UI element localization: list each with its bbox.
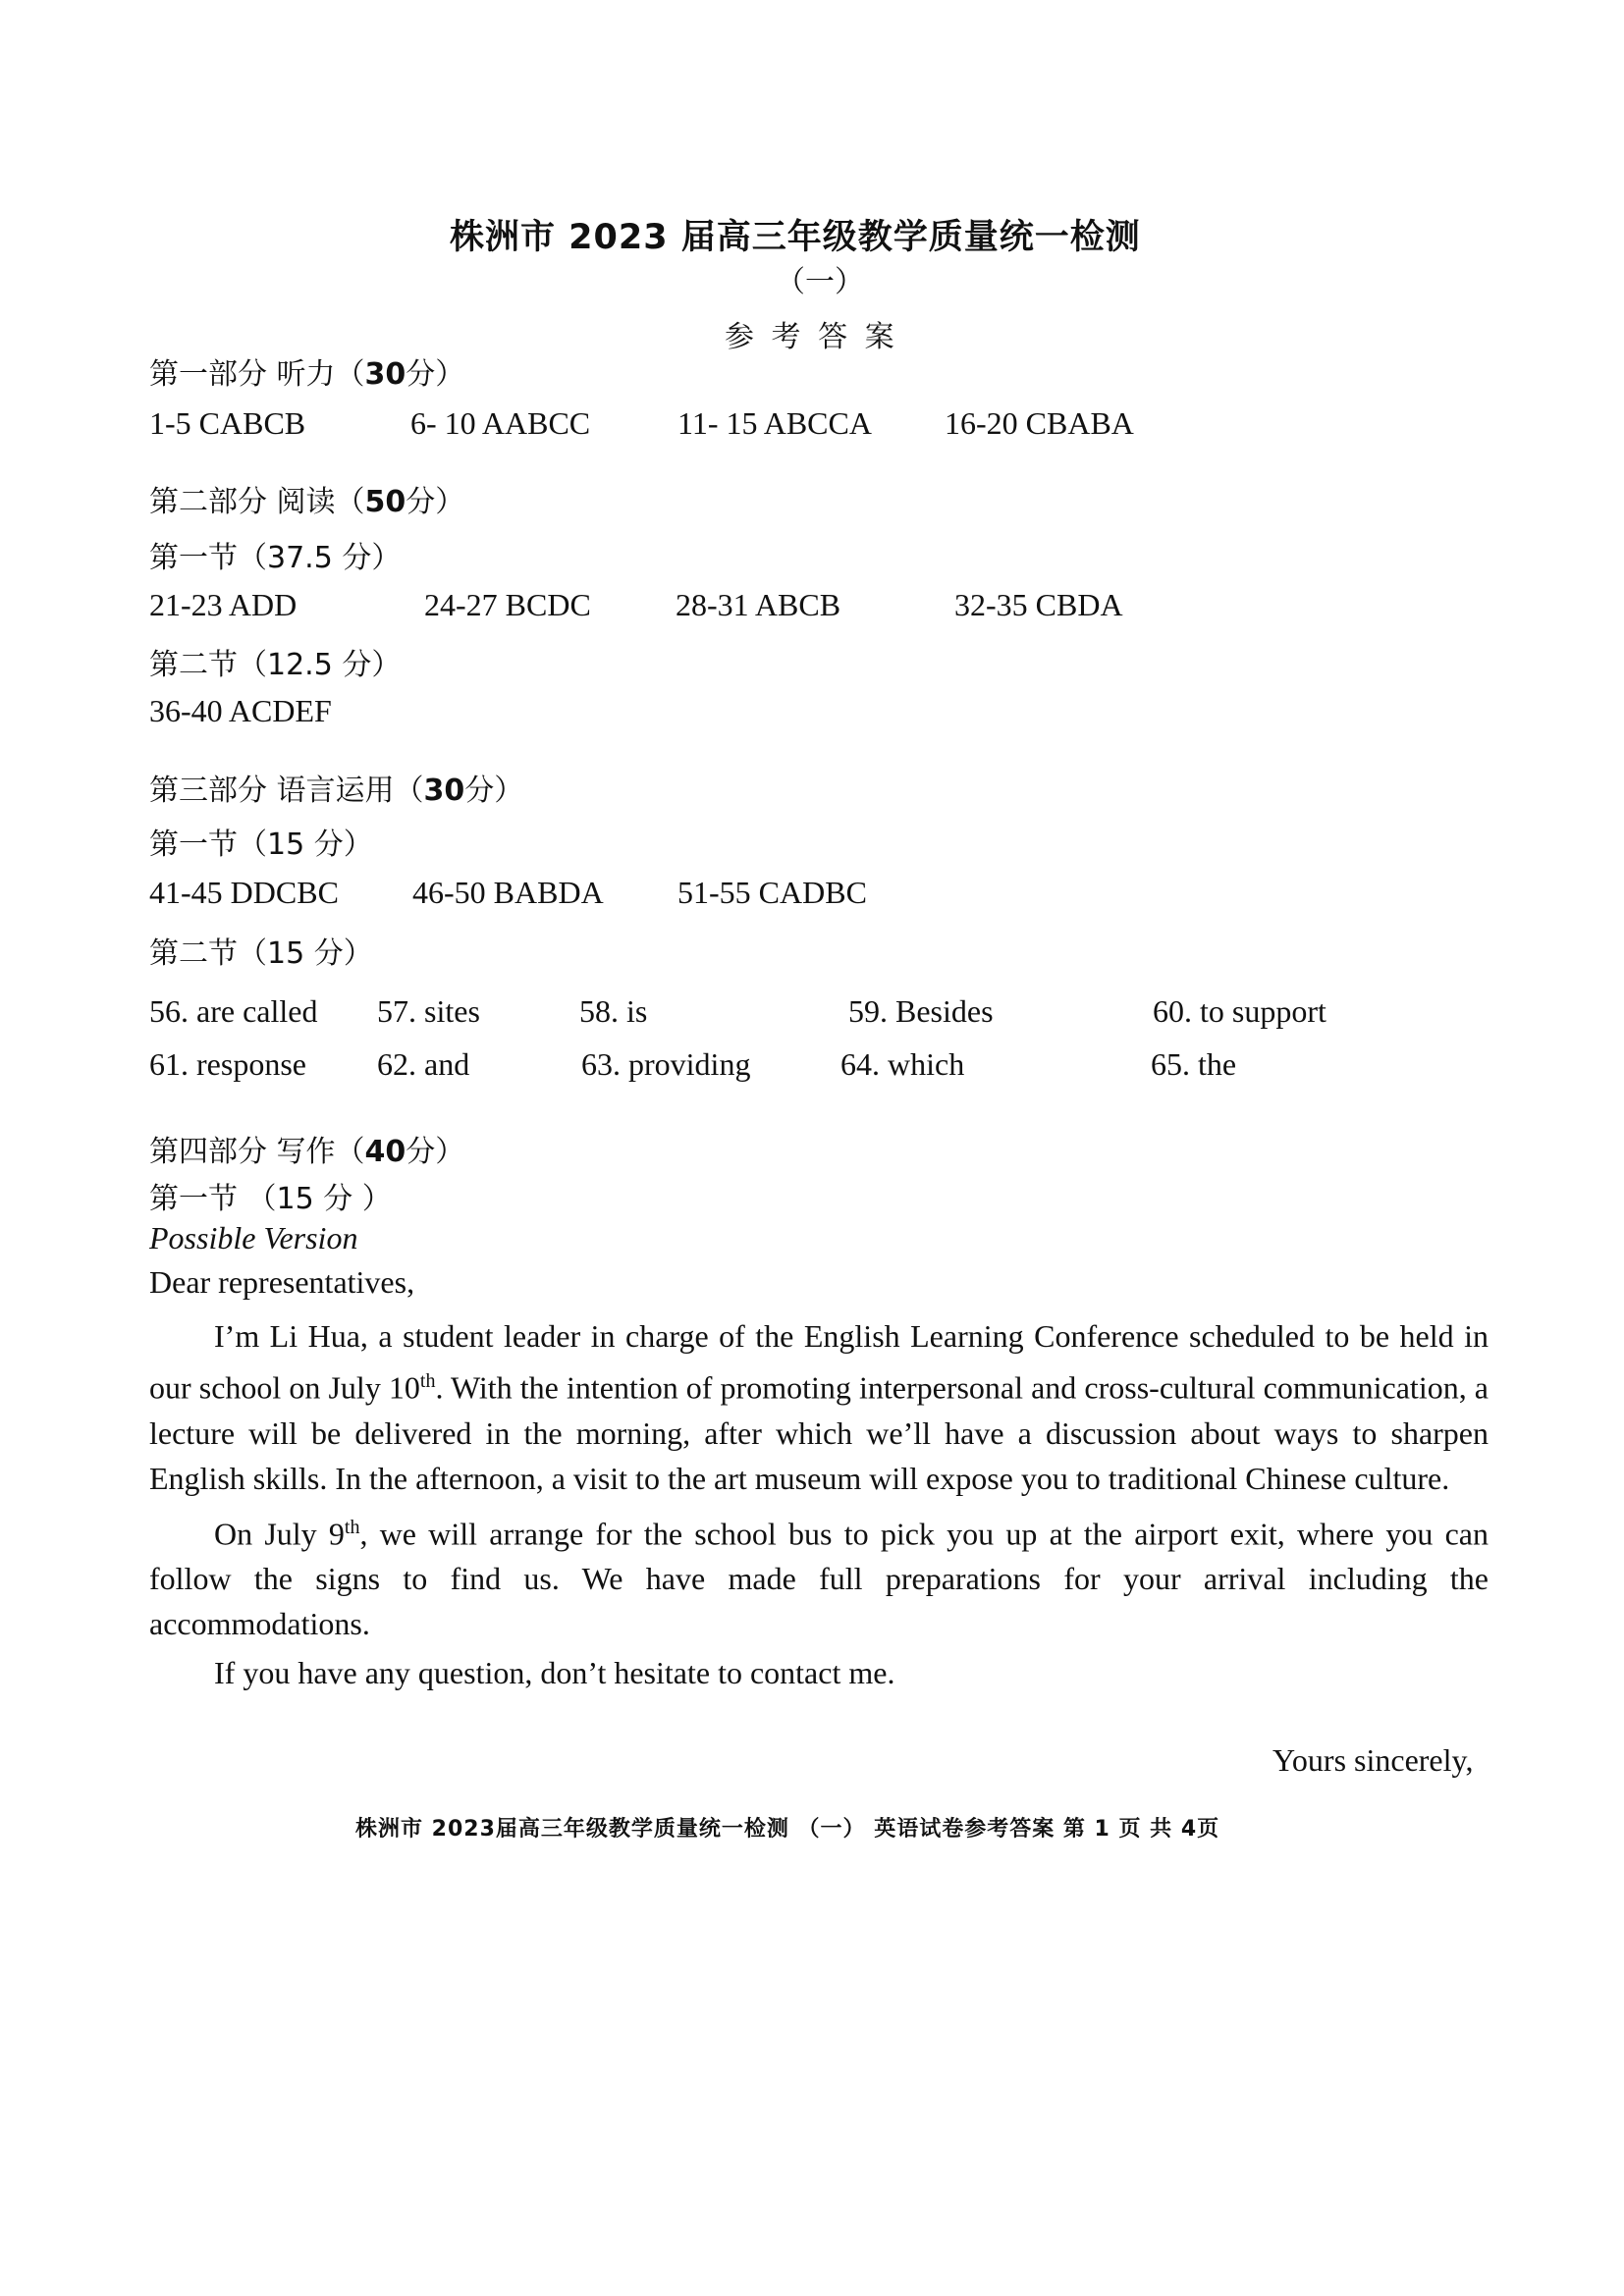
part2-heading-unit: 分） (406, 485, 465, 519)
blank-answer-61: 61. response (149, 1046, 306, 1082)
part3-section2-heading: 第二节（15 分） (149, 936, 373, 971)
paragraph-1-text-a: I’m Li Hua, a student leader in charge of the English Learning Conference scheduled to be held in our school on July 10 (149, 1318, 1489, 1406)
part2-s1-answer-group-2: 24-27 BCDC (424, 587, 591, 622)
part2-section2-heading: 第二节（12.5 分） (149, 648, 402, 682)
paragraph-2-text-a: On July 9 (214, 1516, 345, 1552)
possible-version-label: Possible Version (149, 1220, 358, 1255)
part2-s1-answer-group-4: 32-35 CBDA (954, 587, 1123, 622)
letter-paragraph-1 (149, 1313, 1489, 1501)
paragraph-2-text-b: , we will arrange for the school bus to pick you up at the airport exit, where you can follow the signs to find us. We have made full preparations for your arrival including the accommodations. (149, 1516, 1489, 1642)
part1-heading-label: 第一部分 听力（ (149, 357, 365, 392)
letter-greeting: Dear representatives, (149, 1264, 415, 1300)
part3-section1-heading: 第一节（15 分） (149, 828, 373, 862)
part4-heading (149, 1127, 464, 1170)
part2-s2-answer-group-1: 36-40 ACDEF (149, 693, 332, 728)
blank-answer-57: 57. sites (377, 993, 480, 1029)
part1-answer-group-2: 6- 10 AABCC (410, 405, 591, 441)
part3-heading (149, 766, 523, 809)
part3-heading-score: 30 (423, 774, 465, 808)
part4-heading-unit: 分） (406, 1135, 465, 1169)
page-subtitle: （一） (776, 265, 864, 299)
superscript-th: th (344, 1516, 360, 1538)
part2-s1-answer-group-1: 21-23 ADD (149, 587, 298, 622)
page-title: 株洲市 2023 届高三年级教学质量统一检测 (450, 218, 1141, 257)
part3-s1-answer-group-1: 41-45 DDCBC (149, 875, 339, 910)
letter-body (149, 1313, 1489, 1695)
part1-answer-group-3: 11- 15 ABCCA (677, 405, 872, 441)
part1-answer-group-4: 16-20 CBABA (945, 405, 1134, 441)
part2-heading-score: 50 (364, 485, 406, 519)
letter-closing: Yours sincerely, (1272, 1742, 1474, 1778)
part3-s1-answer-group-2: 46-50 BABDA (412, 875, 604, 910)
superscript-th: th (419, 1370, 436, 1392)
blank-answer-60: 60. to support (1153, 993, 1326, 1029)
paragraph-1-text-b: . With the intention of promoting interpersonal and cross-cultural communication, a lecture will be delivered in the morning, after which we’ll have a discussion about ways to sharpen English skills. In the afternoon, a visit to the art museum will expose you to traditional Chinese culture. (149, 1369, 1489, 1496)
letter-paragraph-2 (149, 1505, 1489, 1647)
part3-s1-answer-group-3: 51-55 CADBC (677, 875, 867, 910)
part2-heading-label: 第二部分 阅读（ (149, 485, 365, 519)
part3-heading-label: 第三部分 语言运用（ (149, 774, 424, 808)
part4-section1-heading: 第一节 （15 分 ） (149, 1182, 392, 1216)
blank-answer-58: 58. is (579, 993, 648, 1029)
blank-answer-65: 65. the (1151, 1046, 1237, 1082)
answers-heading: 参 考 答 案 (725, 320, 898, 354)
part2-s1-answer-group-3: 28-31 ABCB (676, 587, 841, 622)
part3-heading-unit: 分） (464, 774, 524, 808)
letter-paragraph-3: If you have any question, don’t hesitate to contact me. (214, 1655, 895, 1691)
part4-heading-score: 40 (364, 1135, 406, 1169)
blank-answer-64: 64. which (840, 1046, 965, 1082)
blank-answer-63: 63. providing (581, 1046, 751, 1082)
blank-answer-59: 59. Besides (848, 993, 994, 1029)
part2-heading (149, 477, 464, 520)
part2-section1-heading: 第一节（37.5 分） (149, 541, 402, 575)
part1-heading-score: 30 (364, 357, 406, 392)
part1-heading-unit: 分） (406, 357, 465, 392)
part1-answer-group-1: 1-5 CABCB (149, 405, 306, 441)
part4-heading-label: 第四部分 写作（ (149, 1135, 365, 1169)
part1-heading (149, 349, 464, 393)
page-footer: 株洲市 2023届高三年级教学质量统一检测 （一） 英语试卷参考答案 第 1 页 共 4页 (355, 1817, 1220, 1842)
blank-answer-62: 62. and (377, 1046, 470, 1082)
blank-answer-56: 56. are called (149, 993, 318, 1029)
